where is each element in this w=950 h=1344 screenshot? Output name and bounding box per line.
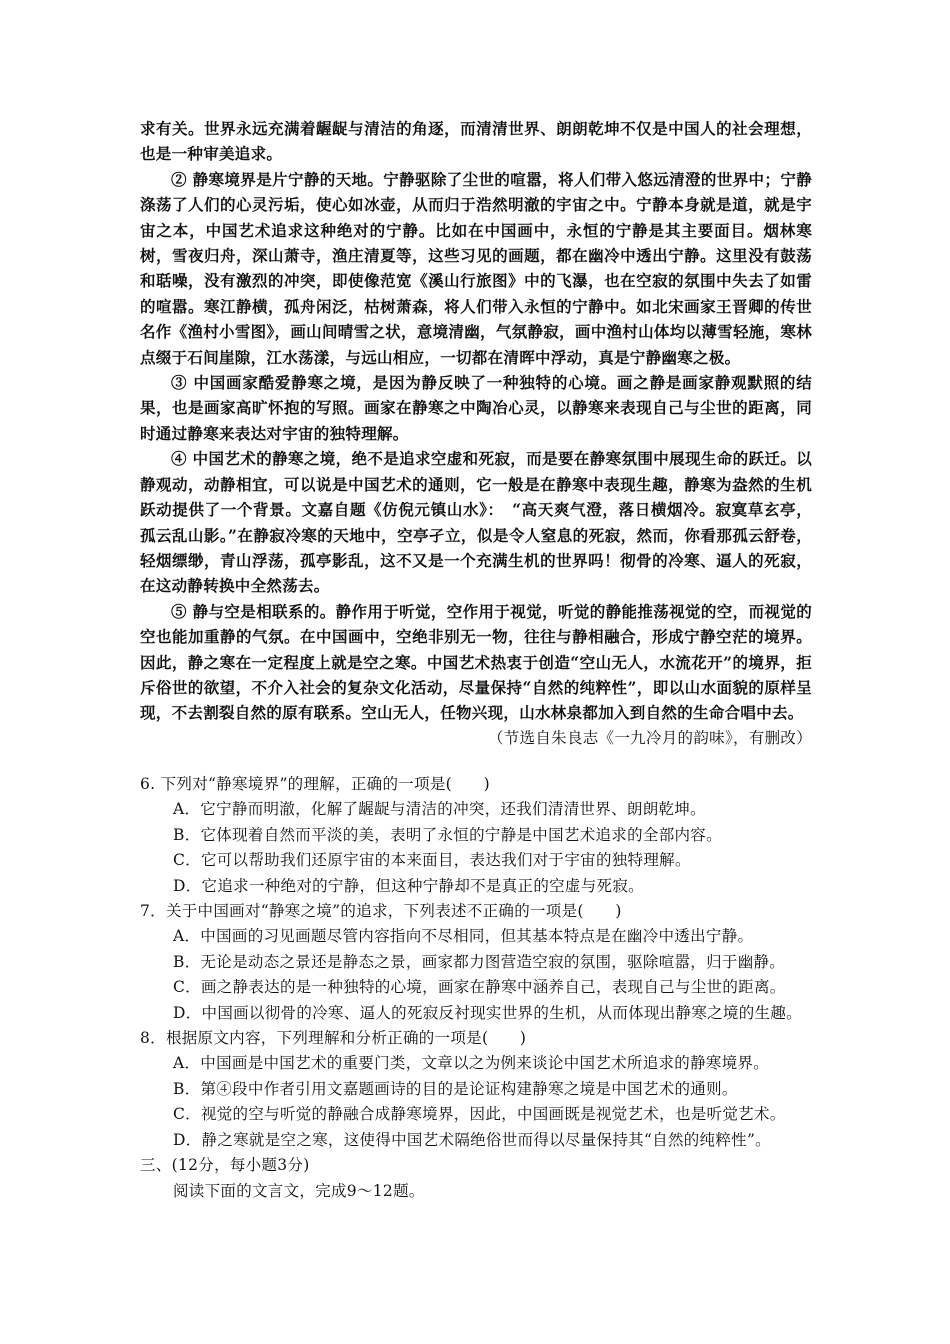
- question-option: B．它体现着自然而平淡的美，表明了永恒的宁静是中国艺术追求的全部内容。: [173, 825, 722, 844]
- section-heading: 三、(12分，每小题3分): [140, 1156, 310, 1175]
- question-8: [140, 1026, 812, 1153]
- question-6: [140, 772, 812, 899]
- question-option: D．中国画以彻骨的冷寒、逼人的死寂反衬现实世界的生机，从而体现出静寒之境的生趣。: [173, 1003, 802, 1022]
- question-option: C．它可以帮助我们还原宇宙的本来面目，表达我们对于宇宙的独特理解。: [173, 851, 691, 870]
- passage-paragraph-4: ④ 中国艺术的静寒之境，绝不是追求空虚和死寂，而是要在静寒氛围中展现生命的跃迁。以静观动，动静相宜，可以说是中国艺术的通则，它一般是在静寒中表现生趣，静寒为盎然的生机跃动提供了一个背景。文嘉自题《仿倪元镇山水》： “高天爽气澄，落日横烟冷。寂寞草玄亭，孤云乱山影。”在静寂冷寒的天地中，空亭孑立，似是令人窒息的死寂，然而，你看那孤云舒卷，轻烟缥缈，青山浮荡，孤亭影乱，这不又是一个充满生机的世界吗！彻骨的冷寒、逼人的死寂，在这动静转换中全然荡去。: [140, 449, 812, 596]
- questions-block: [140, 772, 812, 1204]
- passage-paragraph-continued: 求有关。世界永远充满着龌龊与清洁的角逐，而清清世界、朗朗乾坤不仅是中国人的社会理想，也是一种审美追求。: [140, 119, 812, 164]
- passage-paragraph-2: ② 静寒境界是片宁静的天地。宁静驱除了尘世的喧嚣，将人们带入悠远清澄的世界中；宁静涤荡了人们的心灵污垢，使心如冰壶，从而归于浩然明澈的宇宙之中。宁静本身就是道，就是宇宙之本，中国艺术追求这种绝对的宁静。比如在中国画中，永恒的宁静是其主要面目。烟林寒树，雪夜归舟，深山萧寺，渔庄清夏等，这些习见的画题，都在幽冷中透出宁静。这里没有鼓荡和聒噪，没有激烈的冲突，即使像范宽《溪山行旅图》中的飞瀑，也在空寂的氛围中失去了如雷的喧嚣。寒江静横，孤舟闲泛，枯树萧森，将人们带入永恒的宁静中。如北宋画家王晋卿的传世名作《渔村小雪图》，画山间晴雪之状，意境清幽，气氛静寂，画中渔村山体均以薄雪轻施，寒林点缀于石间崖隙，江水荡漾，与远山相应，一切都在清晖中浮动，真是宁静幽寒之极。: [140, 169, 812, 367]
- question-option: D．它追求一种绝对的宁静，但这种宁静却不是真正的空虚与死寂。: [173, 876, 644, 895]
- passage-paragraph-5: ⑤ 静与空是相联系的。静作用于听觉，空作用于视觉，听觉的静能推荡视觉的空，而视觉的空也能加重静的气氛。在中国画中，空绝非别无一物，往往与静相融合，形成宁静空茫的境界。因此，静之寒在一定程度上就是空之寒。中国艺术热衷于创造“空山无人，水流花开”的境界，拒斥俗世的欲望，不介入社会的复杂文化活动，尽量保持“自然的纯粹性”，即以山水面貌的原样呈现，不去割裂自然的原有联系。空山无人，任物兴现，山水林泉都加入到自然的生命合唱中去。: [140, 601, 812, 723]
- section-instruction: 阅读下面的文言文，完成9～12题。: [173, 1181, 425, 1200]
- question-stem: 8．根据原文内容，下列理解和分析正确的一项是( ): [140, 1029, 527, 1048]
- question-option: B．第④段中作者引用文嘉题画诗的目的是论证构建静寒之境是中国艺术的通则。: [173, 1079, 738, 1098]
- question-option: D．静之寒就是空之寒，这使得中国艺术隔绝俗世而得以尽量保持其“自然的纯粹性”。: [173, 1130, 771, 1149]
- question-option: C．画之静表达的是一种独特的心境，画家在静寒中涵养自己，表现自己与尘世的距离。: [173, 978, 786, 997]
- question-option: C．视觉的空与听觉的静融合成静寒境界，因此，中国画既是视觉艺术，也是听觉艺术。: [173, 1105, 786, 1124]
- passage-paragraph-3: ③ 中国画家酷爱静寒之境，是因为静反映了一种独特的心境。画之静是画家静观默照的结果，也是画家高旷怀抱的写照。画家在静寒之中陶冶心灵，以静寒来表现自己与尘世的距离，同时通过静寒来表达对宇宙的独特理解。: [140, 373, 812, 443]
- question-stem: 6. 下列对“静寒境界”的理解，正确的一项是( ): [140, 775, 490, 793]
- question-option: B．无论是动态之景还是静态之景，画家都力图营造空寂的氛围，驱除喧嚣，归于幽静。: [173, 952, 786, 971]
- question-option: A．中国画的习见画题尽管内容指向不尽相同，但其基本特点是在幽冷中透出宁静。: [173, 927, 754, 946]
- question-option: A．它宁静而明澈，化解了龌龊与清洁的冲突，还我们清清世界、朗朗乾坤。: [173, 800, 706, 819]
- question-option: A．中国画是中国艺术的重要门类，文章以之为例来谈论中国艺术所追求的静寒境界。: [173, 1054, 770, 1073]
- question-7: [140, 899, 812, 1026]
- reading-passage: [140, 116, 812, 751]
- passage-source: （节选自朱良志《一九冷月的韵味》，有删改）: [487, 728, 812, 747]
- question-stem: 7．关于中国画对“静寒之境”的追求，下列表述不正确的一项是( ): [140, 902, 622, 921]
